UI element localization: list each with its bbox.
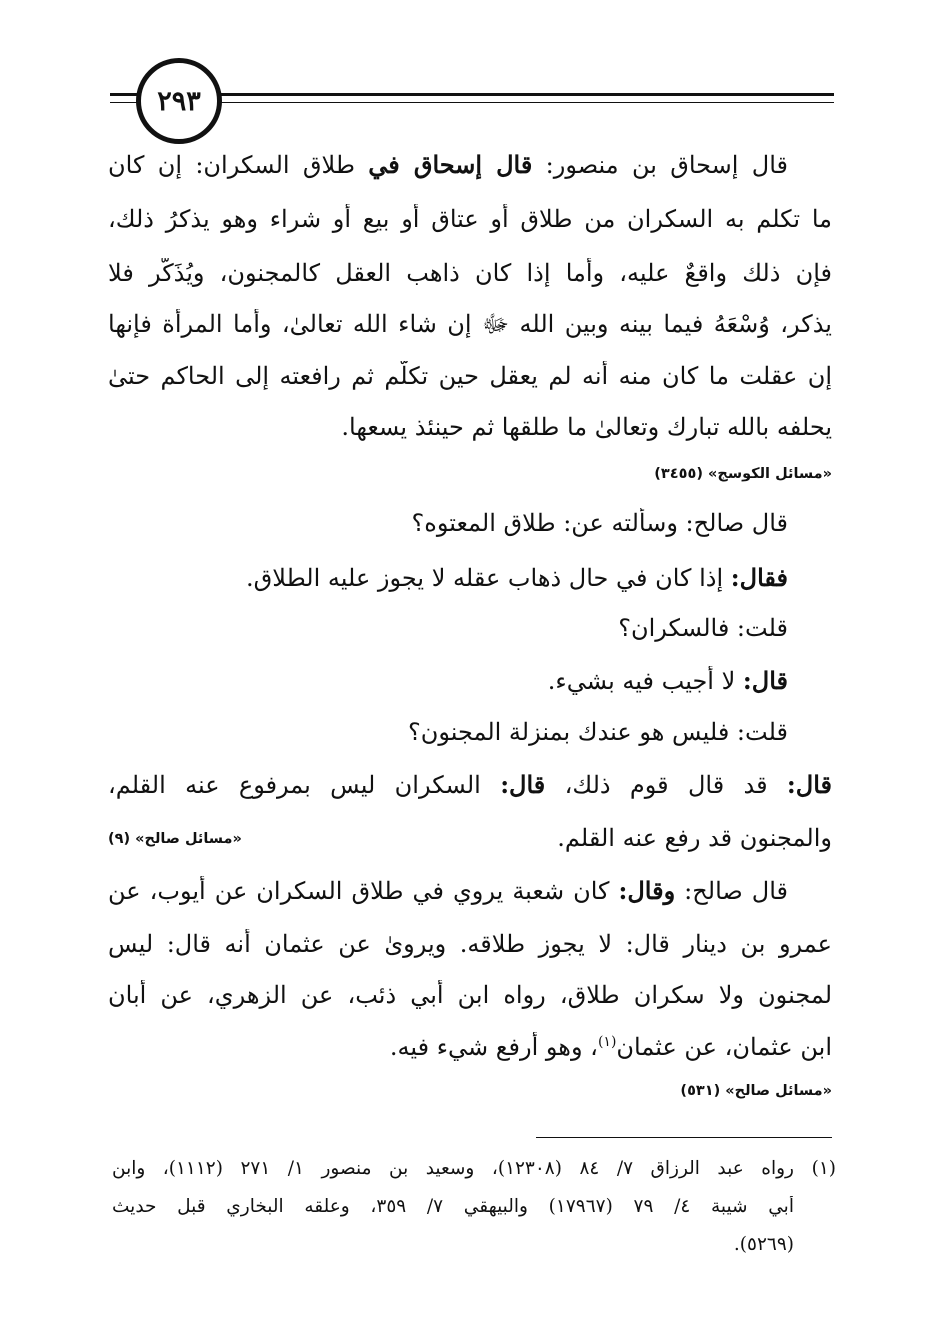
para1-line-3: فإن ذلك واقعٌ عليه، وأما إذا كان ذاهب العقل كالمجنون، ويُذَكَّر فلا — [108, 259, 832, 287]
para1-line-5: إن عقلت ما كان منه أنه لم يعقل حين تكلَّم ثم رافعته إلى الحاكم حتىٰ — [108, 362, 832, 390]
para3-line-4-text-end: ، وهو أرفع شيء فيه. — [389, 1033, 598, 1061]
para3-line-4-text: ابن عثمان، عن عثمان — [616, 1033, 832, 1061]
para2-line-1 — [108, 508, 788, 538]
para3-line-3: لمجنون ولا سكران طلاق، رواه ابن أبي ذئب، عن الزهري، عن أبان — [108, 981, 832, 1009]
para2-line-2 — [108, 563, 788, 593]
para3-line-1-speaker: وقال: — [618, 876, 676, 905]
para1-line-1 — [108, 150, 832, 180]
para2-line-4-text: لا أجيب فيه بشيء. — [547, 667, 743, 695]
para3-line-1 — [108, 876, 832, 906]
para2-line-6-speaker: قال: — [786, 770, 832, 799]
para2-line-2-speaker: فقال: — [730, 563, 788, 592]
para2-line-6 — [108, 770, 832, 800]
para1-line-1-text: قال إسحاق بن منصور: — [532, 151, 789, 179]
header-rule-right-top — [216, 93, 834, 96]
source-reference-2: «مسائل صالح» (٩) — [108, 831, 242, 847]
para3-line-2: عمرو بن دينار قال: لا يجوز طلاقه. ويرو‌ىٰ عن عثمان أنه قال: ليس — [108, 930, 832, 958]
source-reference-3: «مسائل صالح» (٥٣١) — [680, 1083, 832, 1099]
header-rule-right-bottom — [216, 102, 834, 103]
para2-line-6-speaker-2: قال: — [500, 770, 546, 799]
para2-line-4-speaker: قال: — [742, 666, 788, 695]
para3-line-1-text: قال صالح: — [675, 877, 788, 905]
source-reference-1: «مسائل الكوسج» (٣٤٥٥) — [654, 466, 832, 482]
footnote-reference-marker[interactable]: (١) — [597, 1034, 617, 1050]
footnote-line-3: (٥٢٦٩). — [733, 1234, 794, 1255]
footnote-mark: (١) — [811, 1158, 836, 1179]
para1-line-6: يحلفه بالله تبارك وتعالىٰ ما طلقها ثم حينئذ يسعها. — [341, 413, 832, 441]
para2-line-7: والمجنون قد رفع عنه القلم. — [557, 824, 832, 852]
para3-line-1-text-end: كان شعبة يروي في طلاق السكران عن أيوب، عن — [108, 877, 619, 905]
para1-line-1-bold: قال إسحاق في — [368, 150, 533, 179]
para3-line-4 — [108, 1032, 832, 1062]
para2-line-2-text: إذا كان في حال ذهاب عقله لا يجوز عليه الطلاق. — [246, 564, 731, 592]
page-number: ٢٩٣ — [157, 85, 201, 117]
footnote-line-1: رواه عبد الرزاق ٧/ ٨٤ (١٢٣٠٨)، وسعيد بن منصور ١/ ٢٧١ (١١١٢)، وابن — [112, 1158, 794, 1179]
footnote-line-2: أبي شيبة ٤/ ٧٩ (١٧٩٦٧) والبيهقي ٧/ ٣٥٩، وعلقه البخاري قبل حديث — [112, 1196, 794, 1217]
para2-line-3-text: قلت: فالسكران؟ — [618, 614, 788, 642]
para2-line-6-text-end: السكران ليس بمرفوع عنه القلم، — [108, 771, 501, 799]
para2-line-5-text: قلت: فليس هو عندك بمنزلة المجنون؟ — [407, 718, 788, 746]
para2-line-4 — [108, 666, 788, 696]
para2-line-5 — [108, 717, 788, 747]
para2-line-1-text: قال صالح: وسألته عن: طلاق المعتوه؟ — [411, 509, 788, 537]
para1-line-4: يذكر، وُسْعَهُ فيما بينه وبين الله ﷻ إن شاء الله تعالىٰ، وأما المرأة فإنها — [108, 310, 832, 338]
para2-line-6-text: قد قال قوم ذلك، — [545, 771, 787, 799]
para1-line-1-text-end: طلاق السكران: إن كان — [108, 151, 369, 179]
para2-line-3 — [108, 613, 788, 643]
page-number-badge — [136, 58, 222, 144]
footnote-divider — [536, 1137, 832, 1138]
page-header — [0, 0, 944, 140]
para1-line-2: ما تكلم به السكران من طلاق أو عتاق أو بيع أو شراء وهو يذكرُ ذلك، — [108, 205, 832, 233]
